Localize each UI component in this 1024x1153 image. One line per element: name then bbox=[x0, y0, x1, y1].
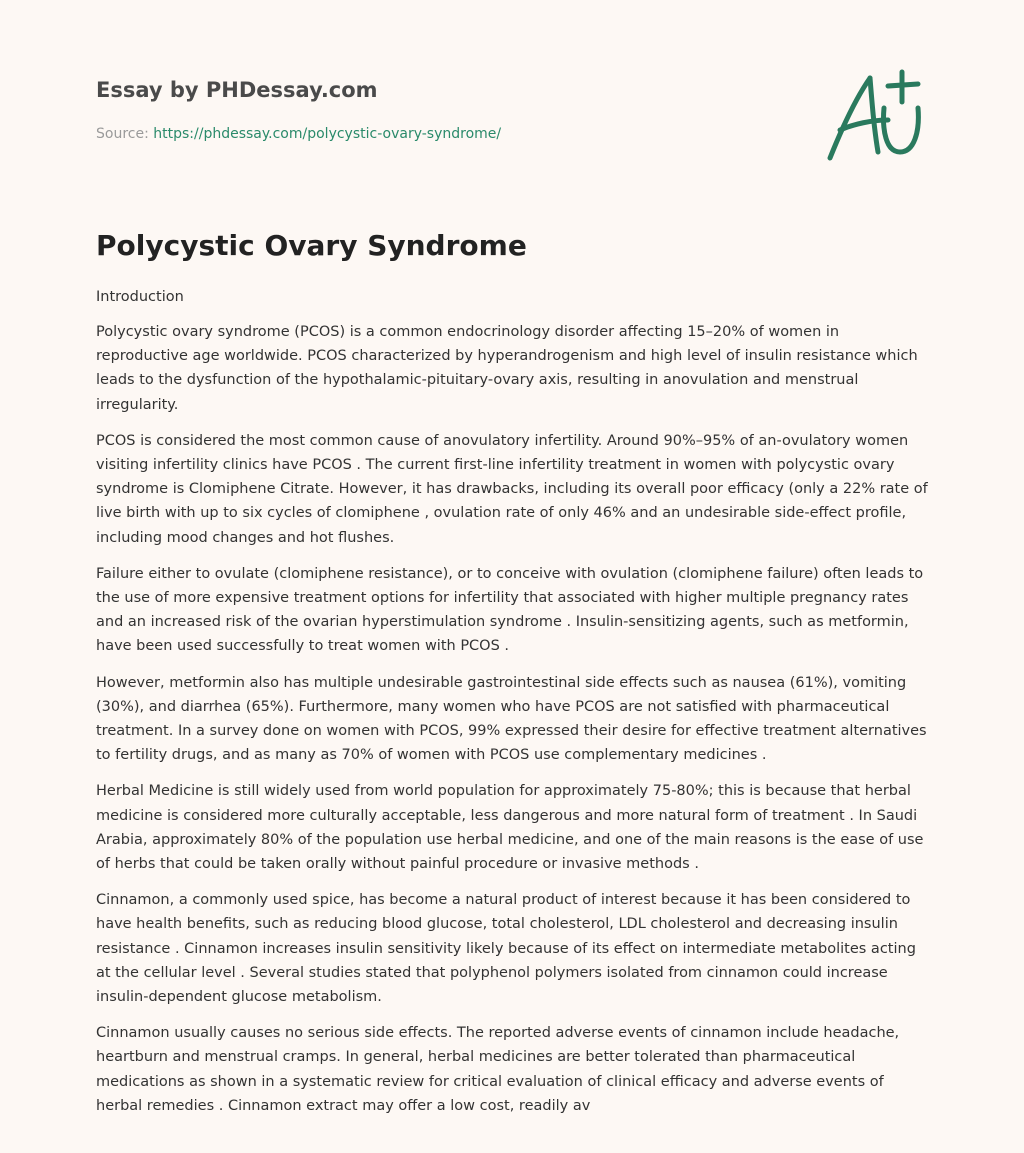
paragraph: PCOS is considered the most common cause of anovulatory infertility. Around 90%–95% of an-ovulatory women visiting infertility clinics have PCOS . The current first-line infertility treatment in women with polycystic ovary syndrome is Clomiphene Citrate. However, it has drawbacks, including its overall poor efficacy (only a 22% rate of live birth with up to six cycles of clomiphene , ovulation rate of only 46% and an undesirable side-effect profile, including mood changes and hot flushes. bbox=[96, 432, 928, 546]
source-line bbox=[96, 124, 796, 144]
essay-title: Polycystic Ovary Syndrome bbox=[96, 229, 527, 262]
essay-content bbox=[96, 226, 928, 1118]
section-heading: Introduction bbox=[96, 289, 184, 305]
paragraph: Polycystic ovary syndrome (PCOS) is a common endocrinology disorder affecting 15–20% of women in reproductive age worldwide. PCOS characterized by hyperandrogenism and high level of insulin resistance which leads to the dysfunction of the hypothalamic-pituitary-ovary axis, resulting in anovulation and menstrual irregularity. bbox=[96, 324, 918, 413]
site-title: Essay by PHDessay.com bbox=[96, 78, 378, 102]
paragraph: Cinnamon usually causes no serious side effects. The reported adverse events of cinnamon include headache, heartburn and menstrual cramps. In general, herbal medicines are better tolerated than pharmaceutical medications as shown in a systematic review for critical evaluation of clinical efficacy and adverse events of herbal remedies . Cinnamon extract may offer a low cost, readily av bbox=[96, 1025, 900, 1114]
paragraph: However, metformin also has multiple undesirable gastrointestinal side effects such as nausea (61%), vomiting (30%), and diarrhea (65%). Furthermore, many women who have PCOS are not satisfied with pharmaceutical treatment. In a survey done on women with PCOS, 99% expressed their desire for effective treatment alternatives to fertility drugs, and as many as 70% of women with PCOS use complementary medicines . bbox=[96, 674, 927, 764]
source-link[interactable]: https://phdessay.com/polycystic-ovary-syndrome/ bbox=[153, 126, 502, 142]
source-label: Source: bbox=[96, 126, 149, 142]
header bbox=[96, 74, 796, 144]
paragraph: Failure either to ovulate (clomiphene resistance), or to conceive with ovulation (clomiphene failure) often leads to the use of more expensive treatment options for infertility that associated with higher multiple pregnancy rates and an increased risk of the ovarian hyperstimulation syndrome . Insulin-sensitizing agents, such as metformin, have been used successfully to treat women with PCOS . bbox=[96, 565, 924, 655]
paragraph: Cinnamon, a commonly used spice, has become a natural product of interest because it has been considered to have health benefits, such as reducing blood glucose, total cholesterol, LDL cholesterol and decreasing insulin resistance . Cinnamon increases insulin sensitivity likely because of its effect on intermediate metabolites acting at the cellular level . Several studies stated that polyphenol polymers isolated from cinnamon could increase insulin-dependent glucose metabolism. bbox=[96, 892, 916, 1006]
paragraph: Herbal Medicine is still widely used from world population for approximately 75-80%; this is because that herbal medicine is considered more culturally acceptable, less dangerous and more natural form of treatment . In Saudi Arabia, approximately 80% of the population use herbal medicine, and one of the main reasons is the ease of use of herbs that could be taken orally without painful procedure or invasive methods . bbox=[96, 783, 924, 873]
a-plus-logo-icon bbox=[822, 68, 928, 164]
